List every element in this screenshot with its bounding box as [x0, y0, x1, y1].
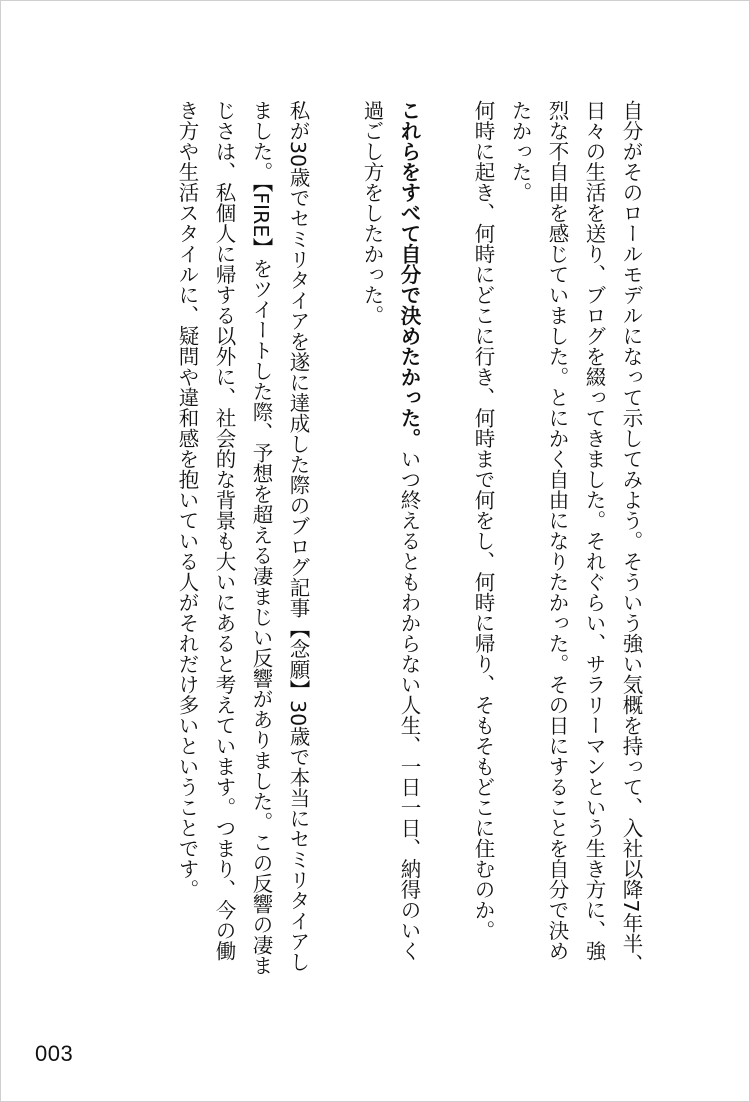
paragraph-text: 私が30歳でセミリタイアを遂に達成した際のブログ記事【念願】30歳で本当にセミリタイアしました。【FIRE】をツイートした際、予想を超える凄まじい反響がありました。この反響の凄まじさは、私個人に帰する以外に、社会的な背景も大いにあると考えています。つまり、今の働き方や生活スタイルに、疑問や違和感を抱いている人がそれだけ多いということです。: [175, 100, 310, 976]
page-number: 003: [35, 1041, 74, 1066]
paragraph-schedule: [464, 79, 501, 979]
vertical-text-body: [131, 79, 649, 979]
bold-emphasis: これらをすべて自分で決めたかった。: [397, 100, 421, 449]
paragraph-semi-retire: [168, 79, 316, 979]
paragraph-text: いつ終えるともわからない人生、一日一日、納得のいく過ごし方をしたかった。: [360, 100, 421, 961]
paragraph-text: 何時に起き、何時にどこに行き、何時まで何をし、何時に帰り、そもそもどこに住むのか。: [471, 100, 495, 941]
paragraph-decide-myself: [353, 79, 427, 979]
paragraph-role-model: [501, 79, 649, 979]
paragraph-text: 自分がそのロールモデルになって示してみよう。そういう強い気概を持って、入社以降7年半、日々の生活を送り、ブログを綴ってきました。それぐらい、サラリーマンという生き方に、強烈な不自由を感じていました。とにかく自由になりたかった。その日にすることを自分で決めたかった。: [508, 100, 643, 975]
